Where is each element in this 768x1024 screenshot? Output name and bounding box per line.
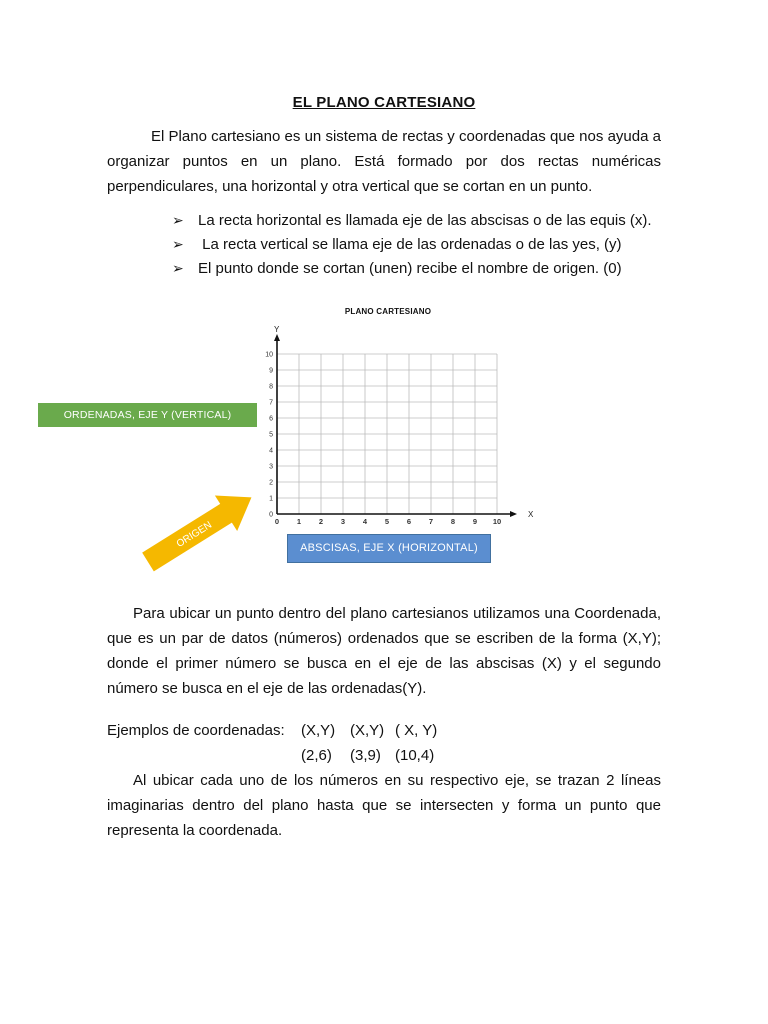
x-tick-label: 3 — [340, 517, 346, 526]
bullet-text: La recta vertical se llama eje de las ordenadas o de las yes, (y) — [198, 236, 622, 253]
page-title: EL PLANO CARTESIANO — [292, 94, 476, 111]
bullet-text: La recta horizontal es llamada eje de las abscisas o de las equis (x). — [198, 212, 652, 229]
x-tick-labels — [275, 517, 501, 526]
cartesian-plane-chart — [250, 318, 550, 532]
y-tick-label: 8 — [269, 383, 273, 391]
y-tick-label: 2 — [269, 479, 273, 487]
x-axis-label: X — [528, 510, 534, 519]
example-header: (X,Y) — [301, 722, 336, 739]
closing-paragraph — [107, 768, 661, 843]
examples-row — [107, 722, 437, 739]
x-tick-label: 2 — [318, 517, 324, 526]
example-value: (10,4) — [395, 747, 435, 764]
intro-text: El Plano cartesiano es un sistema de rectas y coordenadas que nos ayuda a organizar puntos en un plano. Está formado por dos rectas numéricas perpendiculares, una horizontal y otra vertical que se cortan en un punto. — [107, 128, 661, 195]
x-tick-label: 4 — [362, 517, 368, 526]
y-tick-label: 9 — [269, 367, 273, 375]
example-value: (3,9) — [350, 747, 381, 764]
x-tick-label: 6 — [406, 517, 412, 526]
bullet-item — [172, 208, 692, 232]
intro-paragraph — [107, 124, 661, 199]
origen-arrow-icon — [138, 500, 278, 582]
x-axis-arrowhead — [510, 511, 517, 517]
closing-text: Al ubicar cada uno de los números en su respectivo eje, se trazan 2 líneas imaginarias dentro del plano hasta que se intersecten y forma un punto que representa la coordenada. — [107, 772, 661, 839]
y-tick-label: 5 — [269, 431, 273, 439]
y-tick-label: 0 — [269, 511, 273, 519]
y-tick-labels — [265, 352, 273, 519]
bullet-item — [172, 232, 692, 256]
bullet-list — [172, 208, 692, 280]
x-tick-label: 9 — [472, 517, 478, 526]
example-value: (2,6) — [301, 747, 332, 764]
y-tick-label: 1 — [269, 495, 273, 503]
examples-label: Ejemplos de coordenadas: — [107, 722, 285, 739]
bullet-text: El punto donde se cortan (unen) recibe el nombre de origen. (0) — [198, 260, 622, 277]
x-tick-label: 0 — [274, 517, 280, 526]
x-tick-label: 10 — [492, 517, 502, 526]
axes — [274, 334, 517, 517]
bullet-item — [172, 256, 692, 280]
example-header: ( X, Y) — [395, 722, 438, 739]
abscisas-label: ABSCISAS, EJE X (HORIZONTAL) — [287, 534, 491, 563]
y-tick-label: 3 — [269, 463, 273, 471]
y-tick-label: 7 — [269, 399, 273, 407]
x-tick-label: 8 — [450, 517, 456, 526]
example-header: (X,Y) — [350, 722, 385, 739]
x-tick-label: 7 — [428, 517, 434, 526]
grid-lines — [277, 354, 497, 514]
ordenadas-label: ORDENADAS, EJE Y (VERTICAL) — [38, 403, 257, 427]
y-axis-arrowhead — [274, 334, 280, 341]
origen-label: ORIGEN — [174, 519, 215, 550]
y-tick-label: 6 — [269, 415, 273, 423]
arrow-bullet-icon: ➢ — [172, 212, 184, 228]
x-tick-label: 1 — [296, 517, 302, 526]
x-tick-label: 5 — [384, 517, 390, 526]
y-axis-label: Y — [274, 325, 280, 334]
chart-title: PLANO CARTESIANO — [344, 307, 432, 316]
coordinate-paragraph — [107, 601, 661, 701]
arrow-bullet-icon: ➢ — [172, 236, 184, 252]
examples-values-row — [301, 747, 434, 764]
coordinate-text: Para ubicar un punto dentro del plano cartesianos utilizamos una Coordenada, que es un par de datos (números) ordenados que se escriben de la forma (X,Y); donde el primer número se busca en el eje de las abscisas (X) y el segundo número se busca en el eje de las ordenadas(Y). — [107, 605, 661, 697]
y-tick-label: 10 — [265, 351, 273, 359]
y-tick-label: 4 — [269, 447, 273, 455]
arrow-bullet-icon: ➢ — [172, 260, 184, 276]
